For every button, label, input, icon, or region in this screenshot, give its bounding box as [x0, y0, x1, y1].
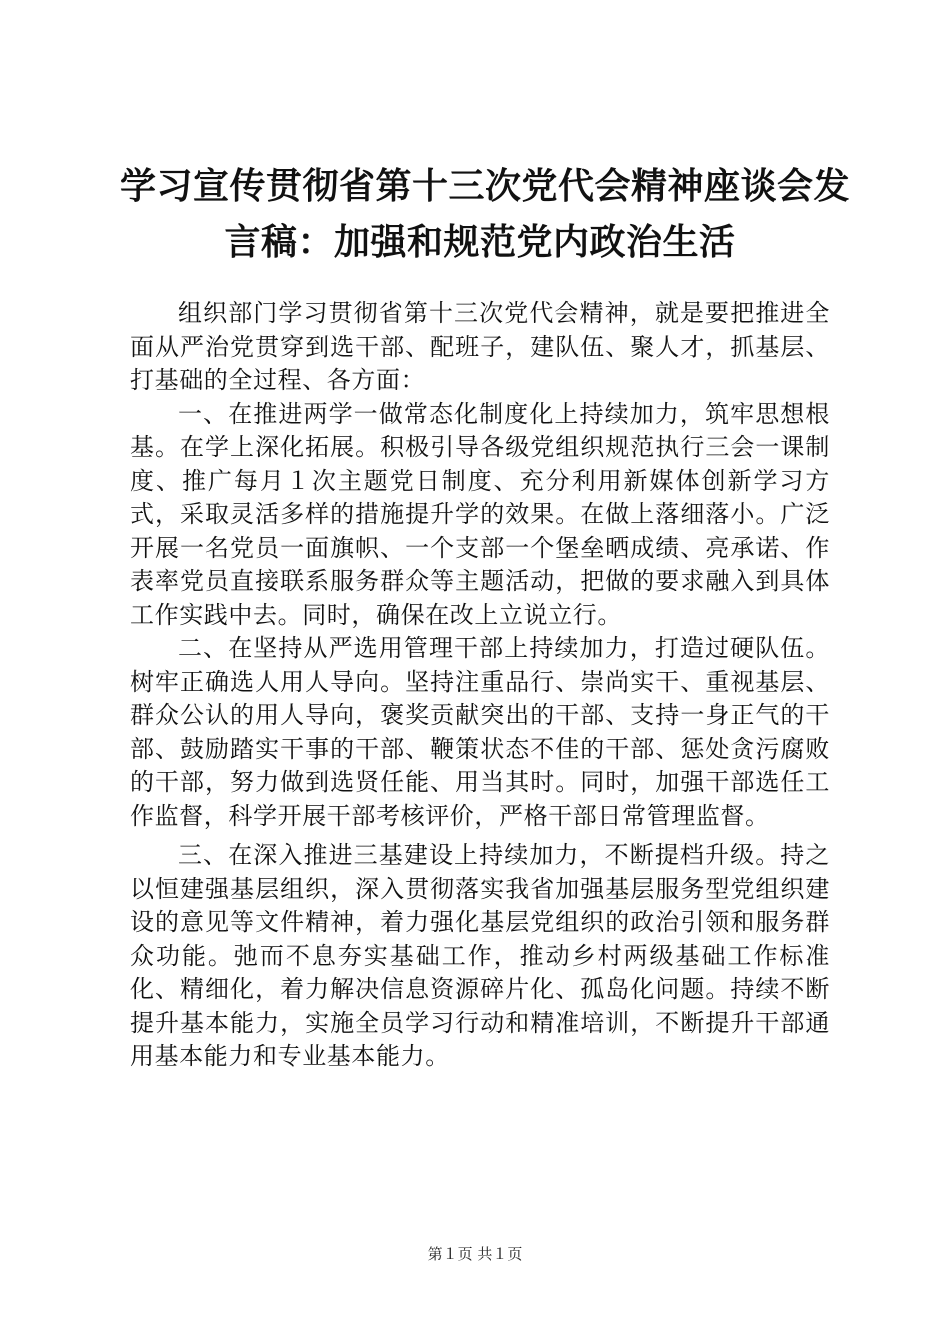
page-footer: 第１页 共１页 [427, 1245, 523, 1263]
paragraph-intro: 组织部门学习贯彻省第十三次党代会精神，就是要把推进全面从严治党贯穿到选干部、配班子，建队伍、聚人才，抓基层、打基础的全过程、各方面： [130, 299, 830, 394]
paragraph-section-1: 一、在推进两学一做常态化制度化上持续加力，筑牢思想根基。在学上深化拓展。积极引导各级党组织规范执行三会一课制度、推广每月１次主题党日制度、充分利用新媒体创新学习方式，采取灵活多样的措施提升学的效果。在做上落细落小。广泛开展一名党员一面旗帜、一个支部一个堡垒晒成绩、亮承诺、作表率党员直接联系服务群众等主题活动，把做的要求融入到具体工作实践中去。同时，确保在改上立说立行。 [130, 399, 830, 629]
title-line-1: 学习宣传贯彻省第十三次党代会精神座谈会发 [120, 165, 851, 207]
document-body [130, 297, 830, 1074]
paragraph-section-3: 三、在深入推进三基建设上持续加力，不断提档升级。持之以恒建强基层组织，深入贯彻落实我省加强基层服务型党组织建设的意见等文件精神，着力强化基层党组织的政治引领和服务群众功能。弛而不息夯实基础工作，推动乡村两级基础工作标准化、精细化，着力解决信息资源碎片化、孤岛化问题。持续不断提升基本能力，实施全员学习行动和精准培训，不断提升干部通用基本能力和专业基本能力。 [130, 841, 830, 1070]
paragraph-section-2: 二、在坚持从严选用管理干部上持续加力，打造过硬队伍。树牢正确选人用人导向。坚持注重品行、崇尚实干、重视基层、群众公认的用人导向，褒奖贡献突出的干部、支持一身正气的干部、鼓励踏实干事的干部、鞭策状态不佳的干部、惩处贪污腐败的干部，努力做到选贤任能、用当其时。同时，加强干部选任工作监督，科学开展干部考核评价，严格干部日常管理监督。 [130, 634, 830, 830]
document-title [120, 158, 851, 270]
title-line-2: 言稿：加强和规范党内政治生活 [224, 221, 736, 263]
